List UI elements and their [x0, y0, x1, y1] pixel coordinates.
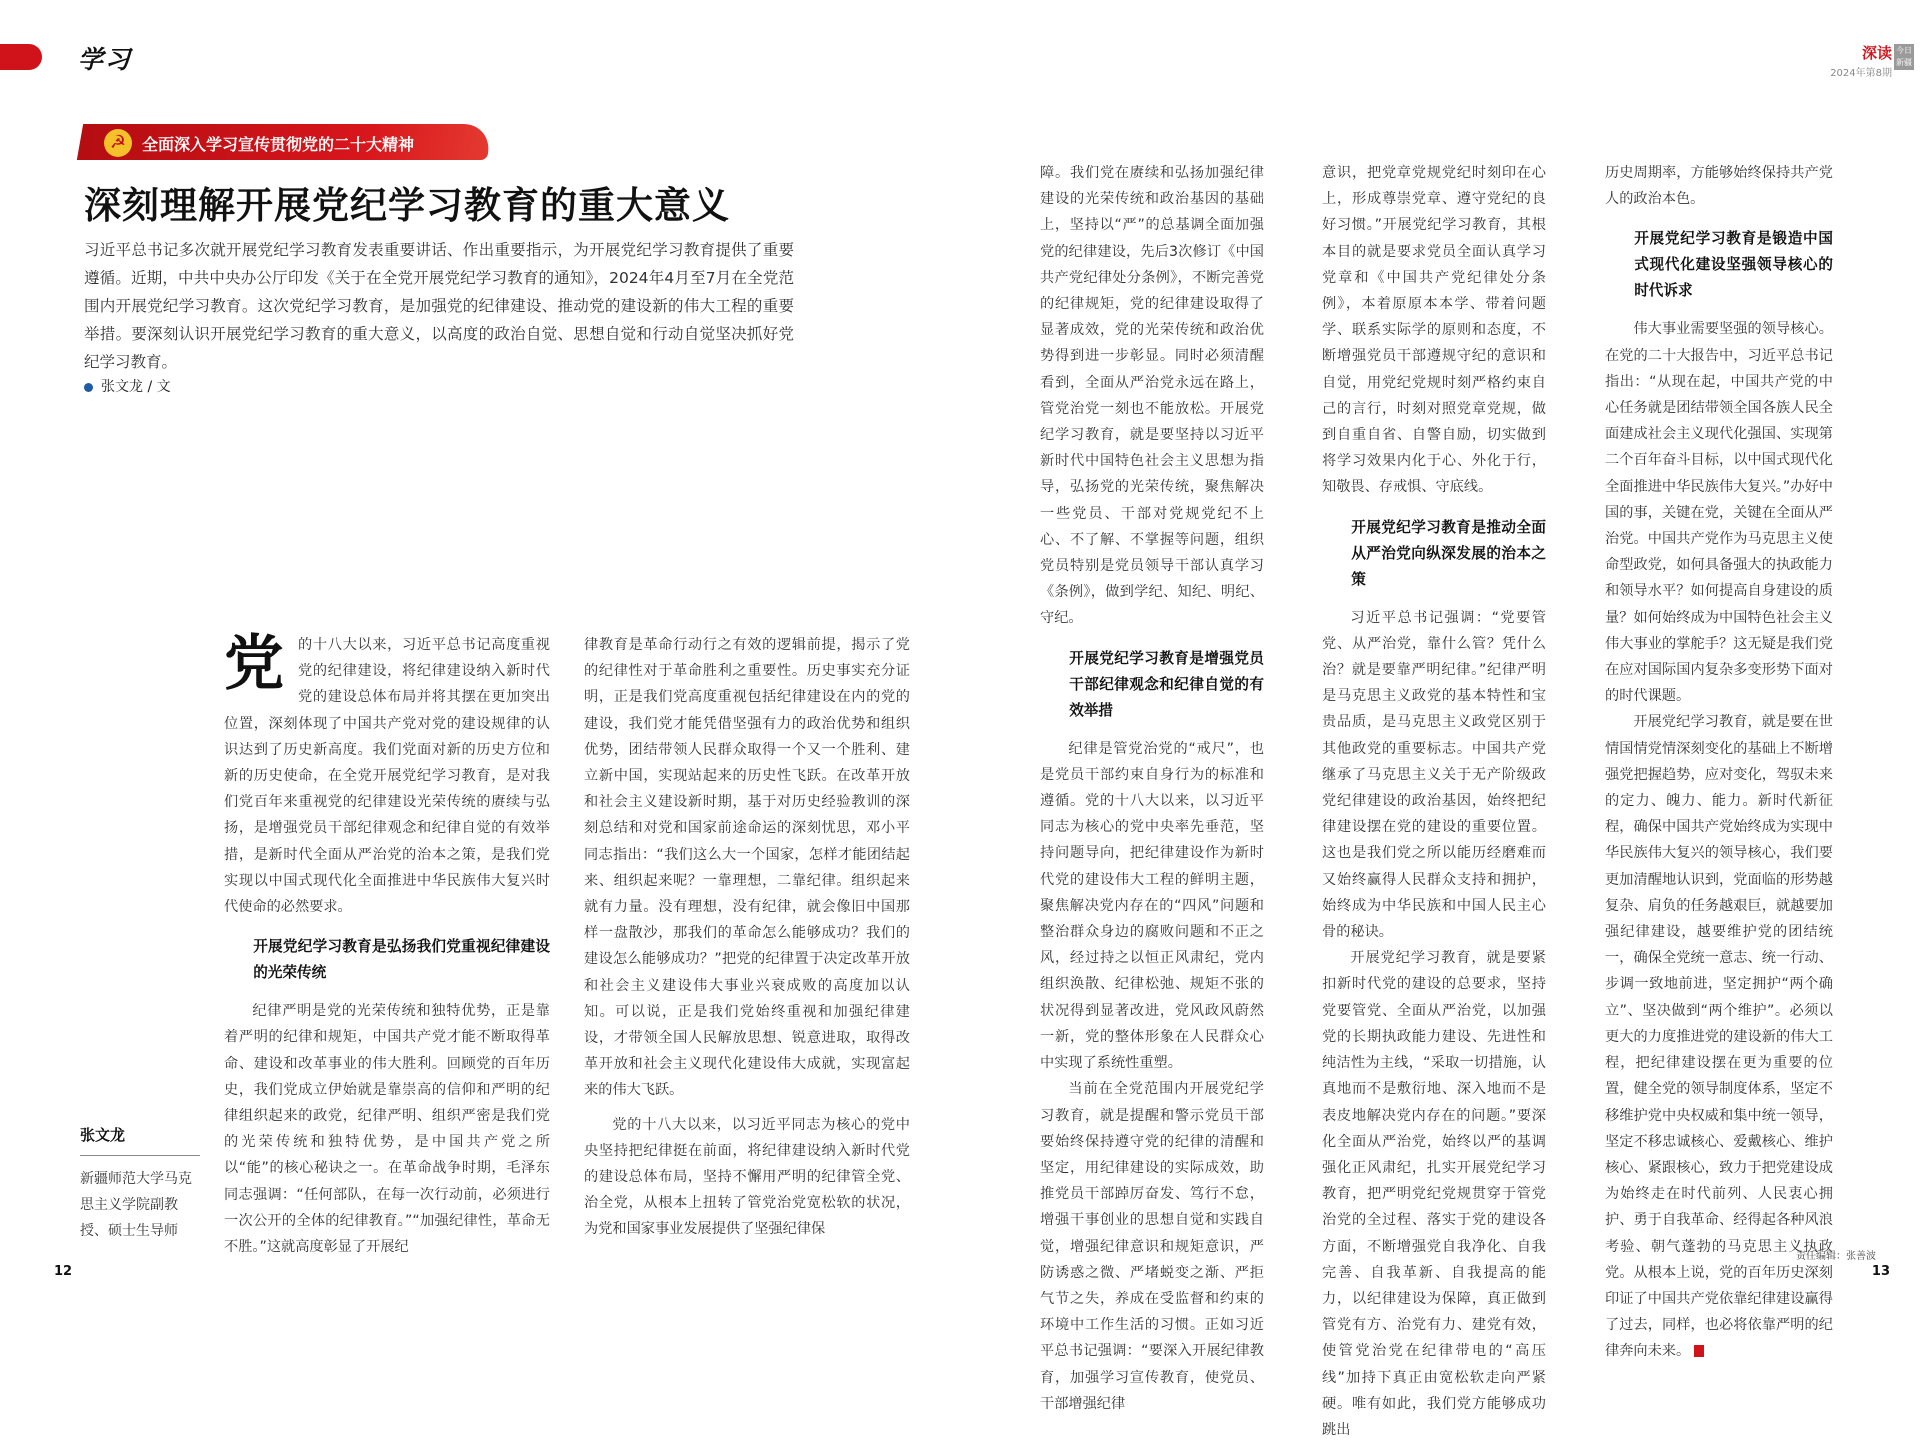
article-title: 深刻理解开展党纪学习教育的重大意义: [84, 184, 730, 227]
right-page: [960, 0, 1920, 1438]
magazine-brand: [1830, 46, 1892, 80]
byline-text: 张文龙 / 文: [101, 379, 171, 395]
section-label: 学习: [78, 45, 133, 74]
subheading: 开展党纪学习教育是推动全面从严治党向纵深发展的治本之策: [1351, 518, 1546, 588]
text-column-5: [1605, 160, 1833, 1360]
paragraph: 当前在全党范围内开展党纪学习教育，就是提醒和警示党员干部要始终保持遵守党的纪律的清醒和坚定，用纪律建设的实际成效，助推党员干部踔厉奋发、笃行不怠，增强干事创业的思想自觉和实践自觉，增强纪律意识和规矩意识，严防诱惑之微、严堵蜕变之渐、严拒气节之失，养成在受监督和约束的环境中工作生活的习惯。正如习近平总书记强调：“要深入开展纪律教育，加强学习宣传教育，使党员、干部增强纪律: [1040, 1081, 1264, 1412]
paragraph-text: 开展党纪学习教育，就是要在世情国情党情深刻变化的基础上不断增强党把握趋势，应对变化，驾驭未来的定力、魄力、能力。新时代新征程，确保中国共产党始终成为实现中华民族伟大复兴的领导核心，我们要更加清醒地认识到，党面临的形势越复杂、肩负的任务越艰巨，就越要加强纪律建设，越要维护党的团结统一，确保全党统一意志、统一行动、步调一致地前进，坚定拥护“两个确立”、坚决做到“两个维护”。必须以更大的力度推进党的建设新的伟大工程，把纪律建设摆在更为重要的位置，健全党的领导制度体系，坚定不移维护党中央权威和集中统一领导，坚定不移忠诚核心、爱戴核心、维护核心、紧跟核心，致力于把党建设成为始终走在时代前列、人民衷心拥护、勇于自我革命、经得起各种风浪考验、朝气蓬勃的马克思主义执政党。从根本上说，党的百年历史深刻印证了中国共产党依靠纪律建设赢得了过去，同样，也必将依靠严明的纪律奔向未来。: [1605, 714, 1833, 1360]
paragraph: 伟大事业需要坚强的领导核心。在党的二十大报告中，习近平总书记指出：“从现在起，中国共产党的中心任务就是团结带领全国各族人民全面建成社会主义现代化强国、实现第二个百年奋斗目标，以中国式现代化全面推进中华民族伟大复兴。”办好中国的事，关键在党，关键在全面从严治党。中国共产党作为马克思主义使命型政党，如何具备强大的执政能力和领导水平？如何提高自身建设的质量？如何始终成为中国特色社会主义伟大事业的掌舵手？这无疑是我们党在应对国际国内复杂多变形势下面对的时代课题。: [1605, 321, 1833, 705]
byline: [84, 376, 171, 396]
byline-dot-icon: [84, 383, 93, 392]
subheading: 开展党纪学习教育是弘扬我们党重视纪律建设的光荣传统: [253, 938, 550, 982]
paragraph: 开展党纪学习教育，就是要紧扣新时代党的建设的总要求，坚持党要管党、全面从严治党，以加强党的长期执政能力建设、先进性和纯洁性为主线，“采取一切措施，认真地而不是敷衍地、深入地而不是表皮地解决党内存在的问题。”要深化全面从严治党，始终以严的基调强化正风肃纪，扎实开展党纪学习教育，把严明党纪党规贯穿于管党治党的全过程、落实于党的建设各方面，不断增强党自我净化、自我完善、自我革新、自我提高的能力，以纪律建设为保障，真正做到管党有方、治党有力、建党有效，使管党治党在纪律带电的“高压线”加持下真正由宽松软走向严紧硬。唯有如此，我们党方能够成功跳出: [1322, 950, 1546, 1438]
paragraph: 障。我们党在赓续和弘扬加强纪律建设的光荣传统和政治基因的基础上，坚持以“严”的总基调全面加强党的纪律建设，先后3次修订《中国共产党纪律处分条例》，不断完善党的纪律规矩，党的纪律建设取得了显著成效，党的光荣传统和政治优势得到进一步彰显。同时必须清醒看到，全面从严治党永远在路上，管党治党一刻也不能放松。开展党纪学习教育，就是要坚持以习近平新时代中国特色社会主义思想为指导，弘扬党的光荣传统，聚焦解决一些党员、干部对党规党纪不上心、不了解、不掌握等问题，组织党员特别是党员领导干部认真学习《条例》，做到学纪、知纪、明纪、守纪。: [1040, 165, 1264, 627]
text-column-4: [1322, 160, 1546, 1438]
paragraph: [1605, 709, 1833, 1364]
page-number-left: 12: [54, 1264, 73, 1279]
paragraph: 纪律是管党治党的“戒尺”，也是党员干部约束自身行为的标准和遵循。党的十八大以来，以习近平同志为核心的党中央率先垂范，坚持问题导向，把纪律建设作为新时代党的建设伟大工程的鲜明主题，聚焦解决党内存在的“四风”问题和整治群众身边的腐败问题和不正之风，经过持之以恒正风肃纪，党内组织涣散、纪律松弛、规矩不张的状况得到显著改进，党风政风蔚然一新，党的整体形象在人民群众心中实现了系统性重塑。: [1040, 740, 1264, 1072]
section-tab-marker: [0, 44, 42, 70]
issue-label: 2024年第8期: [1830, 68, 1892, 79]
end-mark-icon: [1694, 1345, 1704, 1357]
paragraph-text: 的十八大以来，习近平总书记高度重视党的纪律建设，将纪律建设纳入新时代党的建设总体布局并将其摆在更加突出位置，深刻体现了中国共产党对党的建设规律的认识达到了历史新高度。我们党面对新的历史方位和新的历史使命，在全党开展党纪学习教育，是对我们党百年来重视党的纪律建设光荣传统的赓续与弘扬，是增强党员干部纪律观念和纪律自觉的有效举措，是新时代全面从严治党的治本之策，是我们党实现以中国式现代化全面推进中华民族伟大复兴时代使命的必然要求。: [224, 637, 550, 916]
paragraph: 律教育是革命行动行之有效的逻辑前提，揭示了党的纪律性对于革命胜利之重要性。历史事实充分证明，正是我们党高度重视包括纪律建设在内的党的建设，我们党才能凭借坚强有力的政治优势和组织优势，团结带领人民群众取得一个又一个胜利、建立新中国，实现站起来的历史性飞跃。在改革开放和社会主义建设新时期，基于对历史经验教训的深刻总结和对党和国家前途命运的深刻忧思，邓小平同志指出：“我们这么大一个国家，怎样才能团结起来、组织起来呢？一靠理想，二靠纪律。组织起来就有力量。没有理想，没有纪律，就会像旧中国那样一盘散沙，那我们的革命怎么能够成功？我们的建设怎么能够成功？”把党的纪律置于决定改革开放和社会主义建设伟大事业兴衰成败的高度加以认知。可以说，正是我们党始终重视和加强纪律建设，才带领全国人民解放思想、锐意进取，取得改革开放和社会主义现代化建设伟大成就，实现富起来的伟大飞跃。: [584, 637, 910, 1099]
text-column-1: [224, 629, 550, 1272]
author-box: [80, 1124, 200, 1244]
page-number-right: 13: [1871, 1264, 1890, 1279]
subheading: 开展党纪学习教育是锻造中国式现代化建设坚强领导核心的时代诉求: [1634, 230, 1833, 300]
brand-name: 深读: [1861, 44, 1892, 62]
responsible-editor: 责任编辑：张善波: [1796, 1251, 1876, 1262]
subheading: 开展党纪学习教育是增强党员干部纪律观念和纪律自觉的有效举措: [1069, 649, 1264, 719]
drop-cap: 党: [224, 629, 284, 699]
author-bio: 新疆师范大学马克思主义学院副教授、硕士生导师: [80, 1171, 192, 1239]
paragraph: [224, 629, 550, 920]
paragraph: 纪律严明是党的光荣传统和独特优势，正是靠着严明的纪律和规矩，中国共产党才能不断取得革命、建设和改革事业的伟大胜利。回顾党的百年历史，我们党成立伊始就是靠崇高的信仰和严明的纪律组织起来的政党，纪律严明、组织严密是我们党的光荣传统和独特优势，是中国共产党之所以“能”的核心秘诀之一。在革命战争时期，毛泽东同志强调：“任何部队，在每一次行动前，必须进行一次公开的全体的纪律教育。”“加强纪律性，革命无不胜。”这就高度彰显了开展纪: [224, 1003, 550, 1256]
author-name: 张文龙: [80, 1124, 200, 1156]
left-page: [0, 0, 960, 1307]
article-lead: 习近平总书记多次就开展党纪学习教育发表重要讲话、作出重要指示，为开展党纪学习教育提供了重要遵循。近期，中共中央办公厅印发《关于在全党开展党纪学习教育的通知》，2024年4月至7月在全党范围内开展党纪学习教育。这次党纪学习教育，是加强党的纪律建设、推动党的建设新的伟大工程的重要举措。要深刻认识开展党纪学习教育的重大意义，以高度的政治自觉、思想自觉和行动自觉坚决抓好党纪学习教育。: [84, 241, 794, 371]
magazine-logo: 今日新疆: [1894, 44, 1914, 70]
paragraph: 历史周期率，方能够始终保持共产党人的政治本色。: [1605, 165, 1833, 208]
paragraph: 党的十八大以来，以习近平同志为核心的党中央坚持把纪律挺在前面，将纪律建设纳入新时代党的建设总体布局，坚持不懈用严明的纪律管全党、治全党，从根本上扭转了管党治党宽松软的状况，为党和国家事业发展提供了坚强纪律保: [584, 1116, 910, 1238]
paragraph: 习近平总书记强调：“党要管党、从严治党，靠什么管？凭什么治？就是要靠严明纪律。”纪律严明是马克思主义政党的基本特性和宝贵品质，是马克思主义政党区别于其他政党的重要标志。中国共产党继承了马克思主义关于无产阶级政党纪律建设的政治基因，始终把纪律建设摆在党的建设的重要位置。这也是我们党之所以能历经磨难而又始终赢得人民群众支持和拥护，始终成为中华民族和中国人民主心骨的秘诀。: [1322, 609, 1546, 941]
text-column-3: [1040, 160, 1264, 1412]
text-column-2: [584, 632, 910, 1272]
party-emblem-icon: ☭: [104, 129, 132, 157]
paragraph: 意识，把党章党规党纪时刻印在心上，形成尊崇党章、遵守党纪的良好习惯。”开展党纪学习教育，其根本目的就是要求党员全面认真学习党章和《中国共产党纪律处分条例》，本着原原本本学、带着问题学、联系实际学的原则和态度，不断增强党员干部遵规守纪的意识和自觉，用党纪党规时刻严格约束自己的言行，时刻对照党章党规，做到自重自省、自警自励，切实做到将学习效果内化于心、外化于行，知敬畏、存戒惧、守底线。: [1322, 165, 1546, 496]
topic-banner-text: 全面深入学习宣传贯彻党的二十大精神: [142, 135, 415, 154]
